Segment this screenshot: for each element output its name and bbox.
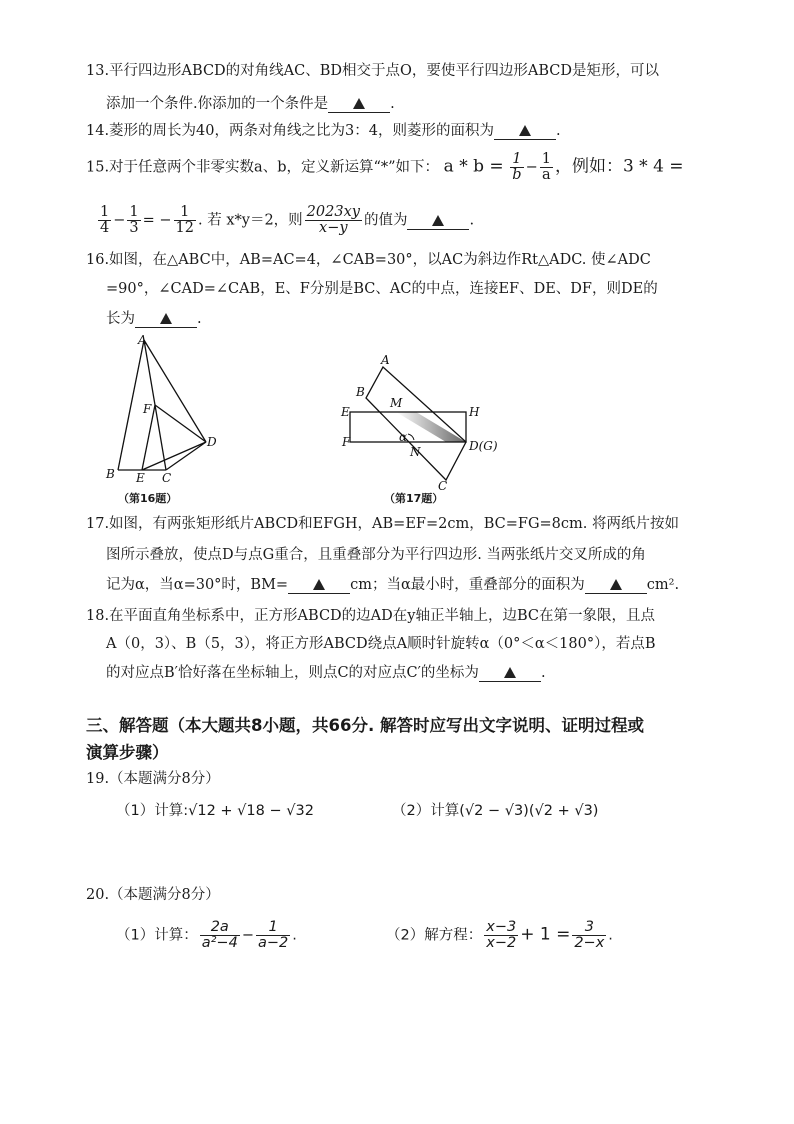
q20-p2-end: . [608,927,613,944]
numerator: 1 [129,204,139,220]
label-b: B [356,385,365,399]
label-alpha: α [399,430,408,444]
segment-ab [118,340,144,470]
figure-16 [96,332,236,482]
fraction [484,920,518,951]
numerator: x−3 [486,919,517,935]
label-e: E [341,405,350,419]
q16-end: . [197,311,202,327]
denominator: x−y [319,220,348,236]
q19-heading: 19.（本题满分8分） [86,771,220,787]
label-f: F [143,402,152,416]
q16-line2: =90°，∠CAD=∠CAB，E、F分别是BC、AC的中点，连接EF、DE、DF，则DE的 [106,281,658,297]
fraction [256,920,290,951]
q16-text: 长为 [106,311,135,327]
q17-answer-blank-1[interactable] [288,577,350,594]
numerator: 1 [256,920,290,936]
denominator: x−2 [486,935,517,951]
numerator: 1 [100,204,110,220]
equals: = − [142,212,172,229]
numerator: 3 [572,920,606,936]
denominator: 4 [100,220,110,236]
q18-end: . [540,665,546,681]
q18-answer-blank[interactable] [479,665,541,682]
fraction [98,205,111,236]
q16-line3 [106,309,202,329]
q14-answer-blank[interactable] [494,123,556,140]
fraction [572,920,606,951]
q15-example: ，例如：3 * 4 = [554,156,684,177]
fraction [305,205,362,236]
figure-17-caption: （第17题） [384,492,444,505]
segment-ad [144,340,206,442]
label-n: N [410,445,421,459]
figure-17 [338,350,518,490]
fraction [174,205,196,236]
label-a: A [138,333,147,347]
triangle-icon [519,125,531,136]
q15-value-text: 的值为 [363,212,408,229]
denominator: 2−x [574,935,605,951]
triangle-icon [504,667,516,678]
q13-line2 [106,94,395,114]
segment-cd [166,442,206,470]
q17-text-b: cm；当α最小时，重叠部分的面积为 [350,577,585,593]
q20-p1-label: （1）计算： [116,927,198,944]
segment-df [155,405,206,442]
q18-line1: 18.在平面直角坐标系中，正方形ABCD的边AD在y轴正半轴上，边BC在第一象限，且点 [86,608,655,624]
triangle-icon [160,313,172,324]
label-f: F [342,435,351,449]
q15-answer-blank[interactable] [407,213,469,230]
label-c: C [438,479,448,490]
denominator: a−2 [257,935,289,951]
denominator: b [512,167,522,183]
plus-one-equals: + 1 = [520,924,571,945]
numerator: 1 [510,152,523,168]
q20-part1 [116,920,297,951]
q13-answer-blank[interactable] [328,96,390,113]
q17-line3 [106,575,679,595]
triangle-icon [432,215,444,226]
q13-end: . [390,96,395,112]
denominator: a²−4 [201,935,238,951]
numerator: 2023xy [306,204,360,220]
q17-text-a: 记为α，当α=30°时，BM= [106,577,289,593]
triangle-icon [313,579,325,590]
label-d: D(G) [469,439,498,453]
q13-text: 添加一个条件.你添加的一个条件是 [106,96,329,112]
denominator: 3 [129,220,139,236]
denominator: a [542,167,551,183]
fraction [200,920,240,951]
label-e: E [136,471,145,482]
triangle-icon [610,579,622,590]
q20-p2-label: （2）解方程： [386,927,483,944]
segment-de [142,442,206,470]
q14-end: . [555,123,561,139]
q17-unit: cm². [646,577,680,593]
fraction [127,205,140,236]
minus: − [525,159,538,176]
q20-heading: 20.（本题满分8分） [86,887,220,903]
q16-line1: 16.如图，在△ABC中，AB=AC=4，∠CAB=30°，以AC为斜边作Rt△ADC. 使∠ADC [86,252,651,268]
q16-answer-blank[interactable] [135,311,197,328]
numerator: 2a [200,920,240,936]
q17-answer-blank-2[interactable] [585,577,647,594]
q20-part2 [386,920,613,951]
q20-p1-end: . [292,927,297,944]
q14-line [86,121,561,141]
denominator: 12 [175,220,194,236]
q19-part2: （2）计算(√2 − √3)(√2 + √3) [392,803,599,819]
q18-line3 [106,663,546,683]
section3-heading-cont: 演算步骤） [86,743,169,762]
fraction [510,152,523,183]
q14-text: 14.菱形的周长为40，两条对角线之比为3：4，则菱形的面积为 [86,123,494,139]
q17-line1: 17.如图，有两张矩形纸片ABCD和EFGH，AB=EF=2cm，BC=FG=8cm. 将两纸片按如 [86,516,679,532]
q18-text: 的对应点B′恰好落在坐标轴上，则点C的对应点C′的坐标为 [106,665,479,681]
q15-end: . [469,212,475,229]
label-h: H [469,405,480,419]
fraction [540,152,553,183]
q15-op: a * b = [443,156,504,177]
q15-line1 [86,152,684,183]
q15-text: 15.对于任意两个非零实数a、b，定义新运算“*”如下： [86,159,440,176]
numerator: 1 [541,151,551,167]
label-c: C [162,471,172,482]
q18-line2: A（0，3）、B（5，3），将正方形ABCD绕点A顺时针旋转α（0°＜α＜180°），若点B [106,636,656,652]
label-d: D [207,435,217,449]
numerator: 1 [174,205,196,221]
label-b: B [106,467,115,481]
triangle-icon [353,98,365,109]
label-m: M [390,396,403,410]
q19-part1: （1）计算:√12 + √18 − √32 [116,803,314,819]
figure-16-caption: （第16题） [118,492,178,505]
q15-line2: $\frac{1}{4}$ − $\frac{1}{3}$ = − $\frac{1}{12}$ . 若 x*y＝2，则 $\frac{2023xy}{x-y}$ 的值为 . [100,204,475,236]
q17-line2: 图所示叠放，使点D与点G重合，且重叠部分为平行四边形. 当两张纸片交叉所成的角 [106,547,646,563]
q13-line1: 13.平行四边形ABCD的对角线AC、BD相交于点O，要使平行四边形ABCD是矩形，可以 [86,63,660,79]
section3-heading: 三、解答题（本大题共8小题，共66分. 解答时应写出文字说明、证明过程或 [86,716,644,735]
q15-condition: . 若 x*y＝2，则 [198,212,303,229]
label-a: A [381,353,390,367]
minus: − [241,927,254,944]
